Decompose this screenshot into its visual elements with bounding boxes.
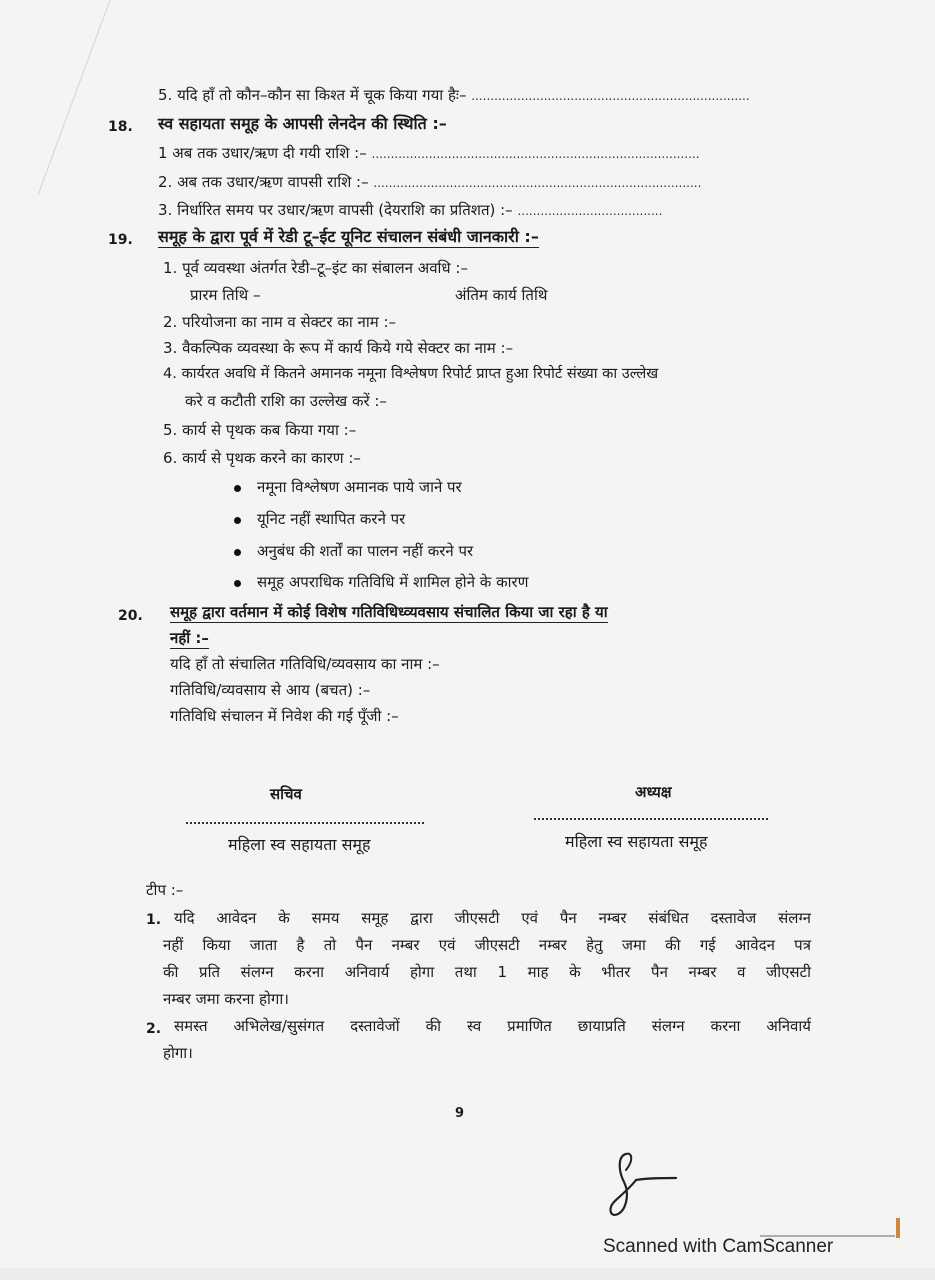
q20-title-line1: समूह द्वारा वर्तमान में कोई विशेष गतिविधिध्व्यवसाय संचालित किया जा रहा है या — [170, 603, 608, 621]
q19-item4-line1: 4. कार्यरत अवधि में कितने अमानक नमूना विश्लेषण रिपोर्ट प्राप्त हुआ रिपोर्ट संख्या का उल्लेख — [163, 365, 659, 382]
q18-item3: 3. निर्धारित समय पर उधार/ऋण वापसी (देयराशि का प्रतिशत) :– ...................................... — [158, 201, 663, 219]
q20-line2: गतिविधि/व्यवसाय से आय (बचत) :– — [170, 681, 371, 699]
secretary-signature-line — [186, 822, 424, 824]
q20-line1: यदि हाँ तो संचालित गतिविधि/व्यवसाय का नाम :– — [170, 655, 440, 673]
note1-number: 1. — [146, 912, 162, 928]
q19-title: समूह के द्वारा पूर्व में रेडी टू–ईट यूनिट संचालन संबंधी जानकारी :– — [158, 227, 539, 246]
q20-number: 20. — [118, 608, 143, 624]
q19-reason-3: अनुबंध की शर्तों का पालन नहीं करने पर — [257, 542, 474, 560]
q18-item2: 2. अब तक उधार/ऋण वापसी राशि :– ...................................................................................... — [158, 173, 702, 191]
note1-line1: यदि आवेदन के समय समूह द्वारा जीएसटी एवं पैन नम्बर संबंधित दस्तावेज संलग्न — [174, 909, 811, 927]
bullet-icon — [234, 580, 241, 587]
q19-reason-1: नमूना विश्लेषण अमानक पाये जाने पर — [257, 478, 462, 496]
note2-line1: समस्त अभिलेख/सुसंगत दस्तावेजों की स्व प्रमाणित छायाप्रति संलग्न करना अनिवार्य — [174, 1017, 811, 1035]
page-number: 9 — [455, 1106, 465, 1121]
bottom-strip — [0, 1268, 935, 1280]
q19-start-date: प्रारम तिथि – — [190, 286, 261, 304]
scanner-watermark: Scanned with CamScanner — [603, 1236, 834, 1257]
note2-line2: होगा। — [163, 1044, 193, 1062]
q19-item4-line2: करे व कटौती राशि का उल्लेख करें :– — [185, 392, 387, 410]
q18-item1: 1 अब तक उधार/ऋण दी गयी राशि :– ...................................................................................... — [158, 144, 700, 162]
bullet-icon — [234, 485, 241, 492]
handwritten-signature — [596, 1148, 686, 1228]
q19-item3: 3. वैकल्पिक व्यवस्था के रूप में कार्य किये गये सेक्टर का नाम :– — [163, 339, 514, 357]
q19-item6: 6. कार्य से पृथक करने का कारण :– — [163, 449, 361, 467]
q19-item2: 2. परियोजना का नाम व सेक्टर का नाम :– — [163, 313, 396, 331]
bullet-icon — [234, 549, 241, 556]
q20-line3: गतिविधि संचालन में निवेश की गई पूँजी :– — [170, 707, 399, 725]
q19-reason-2: यूनिट नहीं स्थापित करने पर — [257, 510, 406, 528]
note1-line4: नम्बर जमा करना होगा। — [163, 990, 289, 1008]
bullet-icon — [234, 517, 241, 524]
q18-title: स्व सहायता समूह के आपसी लेनदेन की स्थिति :– — [158, 114, 447, 133]
president-signature-line — [534, 818, 768, 820]
q19-item5: 5. कार्य से पृथक कब किया गया :– — [163, 421, 357, 439]
q19-end-date: अंतिम कार्य तिथि — [455, 286, 548, 304]
q19-reason-4: समूह अपराधिक गतिविधि में शामिल होने के कारण — [257, 573, 529, 591]
secretary-org: महिला स्व सहायता समूह — [228, 835, 371, 854]
q18-number: 18. — [108, 119, 133, 135]
notes-heading: टीप :– — [146, 881, 184, 899]
note1-line3: की प्रति संलग्न करना अनिवार्य होगा तथा 1 माह के भीतर पैन नम्बर व जीएसटी — [163, 963, 811, 981]
note1-line2: नहीं किया जाता है तो पैन नम्बर एवं जीएसटी नम्बर हेतु जमा की गई आवेदन पत्र — [163, 936, 811, 954]
q19-number: 19. — [108, 232, 133, 248]
note2-number: 2. — [146, 1021, 162, 1037]
president-title: अध्यक्ष — [635, 783, 672, 801]
president-org: महिला स्व सहायता समूह — [565, 832, 708, 851]
q19-item1: 1. पूर्व व्यवस्था अंतर्गत रेडी–टू–इंट का संबालन अवधि :– — [163, 259, 468, 277]
q20-title-line2: नहीं :– — [170, 629, 209, 647]
secretary-title: सचिव — [270, 785, 302, 803]
q17-item5: 5. यदि हाँ तो कौन–कौन सा किश्त में चूक किया गया हैः– ......................................................................... — [158, 86, 750, 104]
